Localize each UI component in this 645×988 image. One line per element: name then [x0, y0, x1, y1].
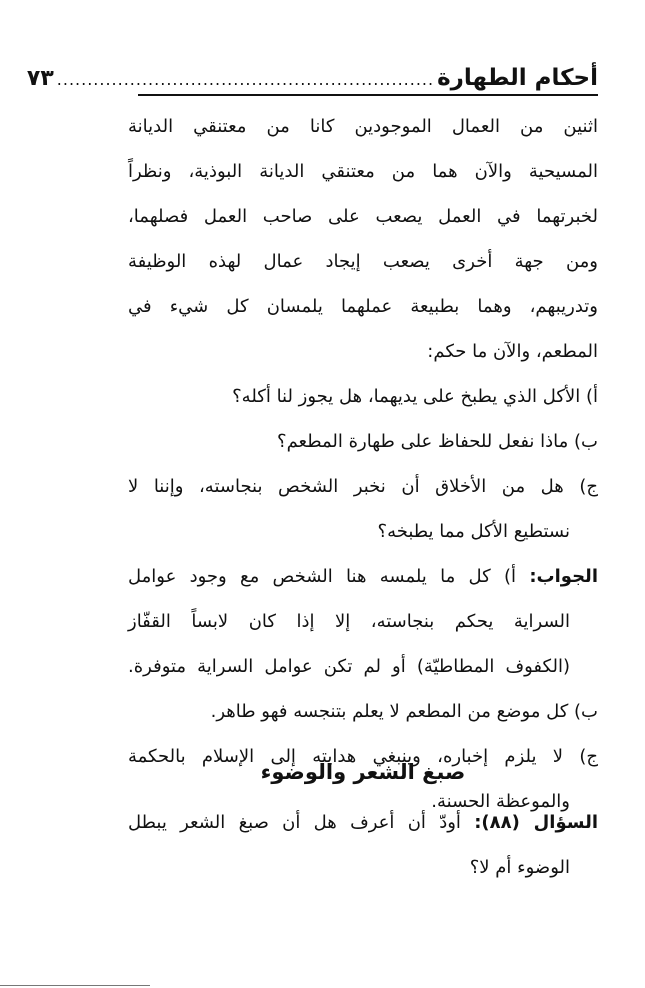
- answer-label: الجواب:: [529, 566, 598, 587]
- book-title: أحكام الطهارة: [437, 65, 598, 91]
- question-88-continued: الوضوء أم لا؟: [469, 857, 570, 878]
- question-b: ب) ماذا نفعل للحفاظ على طهارة المطعم؟: [277, 431, 598, 452]
- answer-a-text: أ) كل ما يلمسه هنا الشخص مع وجود عوامل: [128, 566, 530, 587]
- section-heading: صبغ الشعر والوضوء: [260, 760, 466, 784]
- running-header: [26, 60, 598, 96]
- question-c: ج) هل من الأخلاق أن نخبر الشخص بنجاسته، وإننا لا: [128, 476, 598, 497]
- answer-line: [128, 554, 598, 599]
- answer-c-continued: والموعظة الحسنة.: [431, 791, 570, 812]
- question-88: [128, 800, 598, 890]
- header-leader-dots: ..............................................................: [56, 70, 435, 89]
- question-88-label: السؤال (٨٨):: [474, 812, 599, 833]
- paragraph-line: اثنين من العمال الموجودين كانا من معتنقي الديانة: [128, 116, 598, 137]
- page-number: ٧٣: [26, 66, 54, 91]
- paragraph-line: وتدريبهم، وهما بطبيعة عملهما يلمسان كل شيء في: [128, 296, 598, 317]
- answer-line: (الكفوف المطاطيّة) أو لم تكن عوامل السراية متوفرة.: [128, 656, 570, 677]
- paragraph-line: المسيحية والآن هما من معتنقي الديانة البوذية، ونظراً: [128, 161, 598, 182]
- footer-rule: [0, 985, 150, 986]
- body-text: [128, 104, 598, 824]
- paragraph-line: ومن جهة أخرى يصعب إيجاد عمال لهذه الوظيفة: [128, 251, 598, 272]
- question-c-continued: نستطيع الأكل مما يطبخه؟: [377, 521, 570, 542]
- paragraph-line: المطعم، والآن ما حكم:: [427, 341, 598, 362]
- paragraph-line: لخبرتهما في العمل يصعب على صاحب العمل فصلهما،: [128, 206, 598, 227]
- question-a: أ) الأكل الذي يطبخ على يديهما، هل يجوز لنا أكله؟: [232, 386, 598, 407]
- answer-c: ج) لا يلزم إخباره، وينبغي هدايته إلى الإسلام بالحكمة: [128, 746, 598, 767]
- answer-line: السراية يحكم بنجاسته، إلا إذا كان لابساً القفّاز: [128, 611, 570, 632]
- question-88-line: [128, 800, 598, 845]
- answer-b: ب) كل موضع من المطعم لا يعلم بتنجسه فهو طاهر.: [210, 701, 598, 722]
- question-88-text: أودّ أن أعرف هل أن صبغ الشعر يبطل: [128, 812, 475, 833]
